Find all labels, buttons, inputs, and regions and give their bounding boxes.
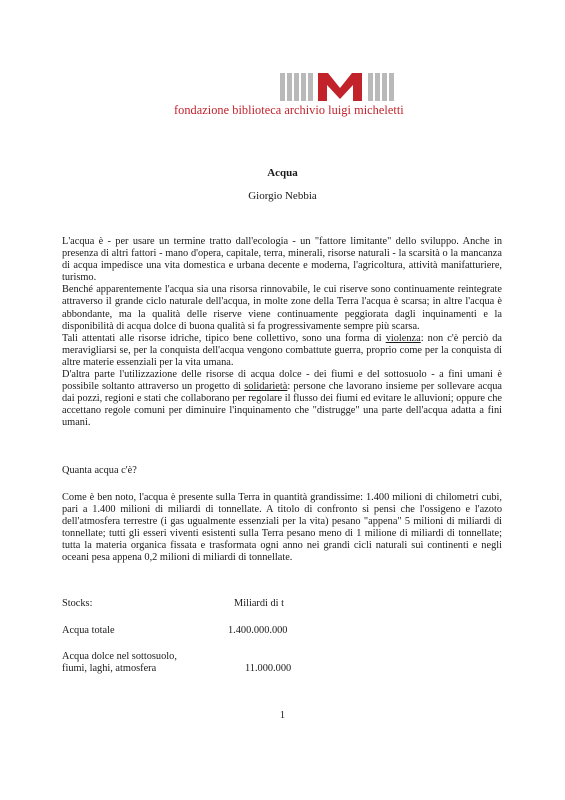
logo-bar — [294, 73, 299, 101]
logo-bar — [382, 73, 387, 101]
paragraph: Benché apparentemente l'acqua sia una risorsa rinnovabile, le cui riserve sono continuamente reintegrate attraverso il grande ciclo naturale dell'acqua, in molte zone della Terra l'acqua è scarsa; in altre l'acqua è abbondante, ma la qualità delle riserve viene continuamente peggiorata dagli inquinamenti e la disponibilità di acqua dolce di buona qualità si fa progressivamente sempre più scarsa. — [62, 284, 502, 332]
stocks-row-value: 11.000.000 — [245, 663, 292, 674]
paragraph: D'altra parte l'utilizzazione delle risorse di acqua dolce - dei fiumi e del sottosuolo - a fini umani è possibile soltanto attraverso un progetto di solidarietà: persone che lavorano insieme per sollevare acqua dai pozzi, regioni e stati che collaborano per regolare il flusso dei fiumi ed evitare le alluvioni; oppure che accettano regole comuni per diminuire l'inquinamento che "distrugge" una parte dell'acqua adatta a fini umani. — [62, 369, 502, 429]
foundation-name: fondazione biblioteca archivio luigi micheletti — [174, 103, 404, 117]
stocks-row-value: 1.400.000.000 — [228, 625, 288, 636]
stocks-row-name: Acqua totale — [62, 625, 115, 636]
logo-bar — [375, 73, 380, 101]
foundation-logo — [280, 73, 395, 101]
logo-bar — [287, 73, 292, 101]
page-number: 1 — [279, 710, 286, 721]
stocks-unit-header: Miliardi di t — [234, 598, 284, 609]
stocks-row-name: Acqua dolce nel sottosuolo, — [62, 651, 177, 662]
underlined-term: solidarietà — [244, 381, 288, 393]
intro-section — [62, 236, 502, 430]
document-title: Acqua — [267, 167, 298, 179]
logo-m-mark — [318, 73, 362, 101]
section-heading: Quanta acqua c'è? — [62, 465, 137, 476]
logo-bar — [301, 73, 306, 101]
section-body — [62, 492, 502, 565]
stocks-row-name: fiumi, laghi, atmosfera — [62, 663, 157, 674]
logo-bar — [368, 73, 373, 101]
logo-bar — [280, 73, 285, 101]
stocks-label: Stocks: — [62, 598, 93, 609]
paragraph: Tali attentati alle risorse idriche, tipico bene collettivo, sono una forma di violenza: non c'è perciò da meravigliarsi se, per la conquista dell'acqua vengono combattute guerra, proprio come per la conquista di altre materie essenziali per la vita umana. — [62, 332, 502, 368]
document-author: Giorgio Nebbia — [248, 190, 317, 202]
logo-bar — [389, 73, 394, 101]
underlined-term: violenza — [385, 332, 421, 344]
paragraph: L'acqua è - per usare un termine tratto dall'ecologia - un "fattore limitante" dello sviluppo. Anche in presenza di altri fattori - mano d'opera, capitale, terra, minerali, risorse naturali - la scarsità o la mancanza di acqua impedisce una vita domestica e urbana decente e moderna, l'agricoltura, attività manifatturiere, turismo. — [62, 236, 502, 284]
paragraph: Come è ben noto, l'acqua è presente sulla Terra in quantità grandissime: 1.400 milioni di chilometri cubi, pari a 1.400 milioni di miliardi di tonnellate. A titolo di confronto si pensi che l'ossigeno e l'azoto dell'atmosfera terrestre (i gas ugualmente essenziali per la vita) pesano "appena" 5 milioni di miliardi di tonnellate; tutti gli esseri viventi esistenti sulla Terra pesano meno di 1 milione di miliardi di tonnellate; tutta la materia organica fissata e trasformata ogni anno nei grandi cicli naturali sui continenti e negli oceani pesa appena 0,2 milioni di miliardi di tonnellate. — [62, 492, 502, 564]
logo-bar — [308, 73, 313, 101]
